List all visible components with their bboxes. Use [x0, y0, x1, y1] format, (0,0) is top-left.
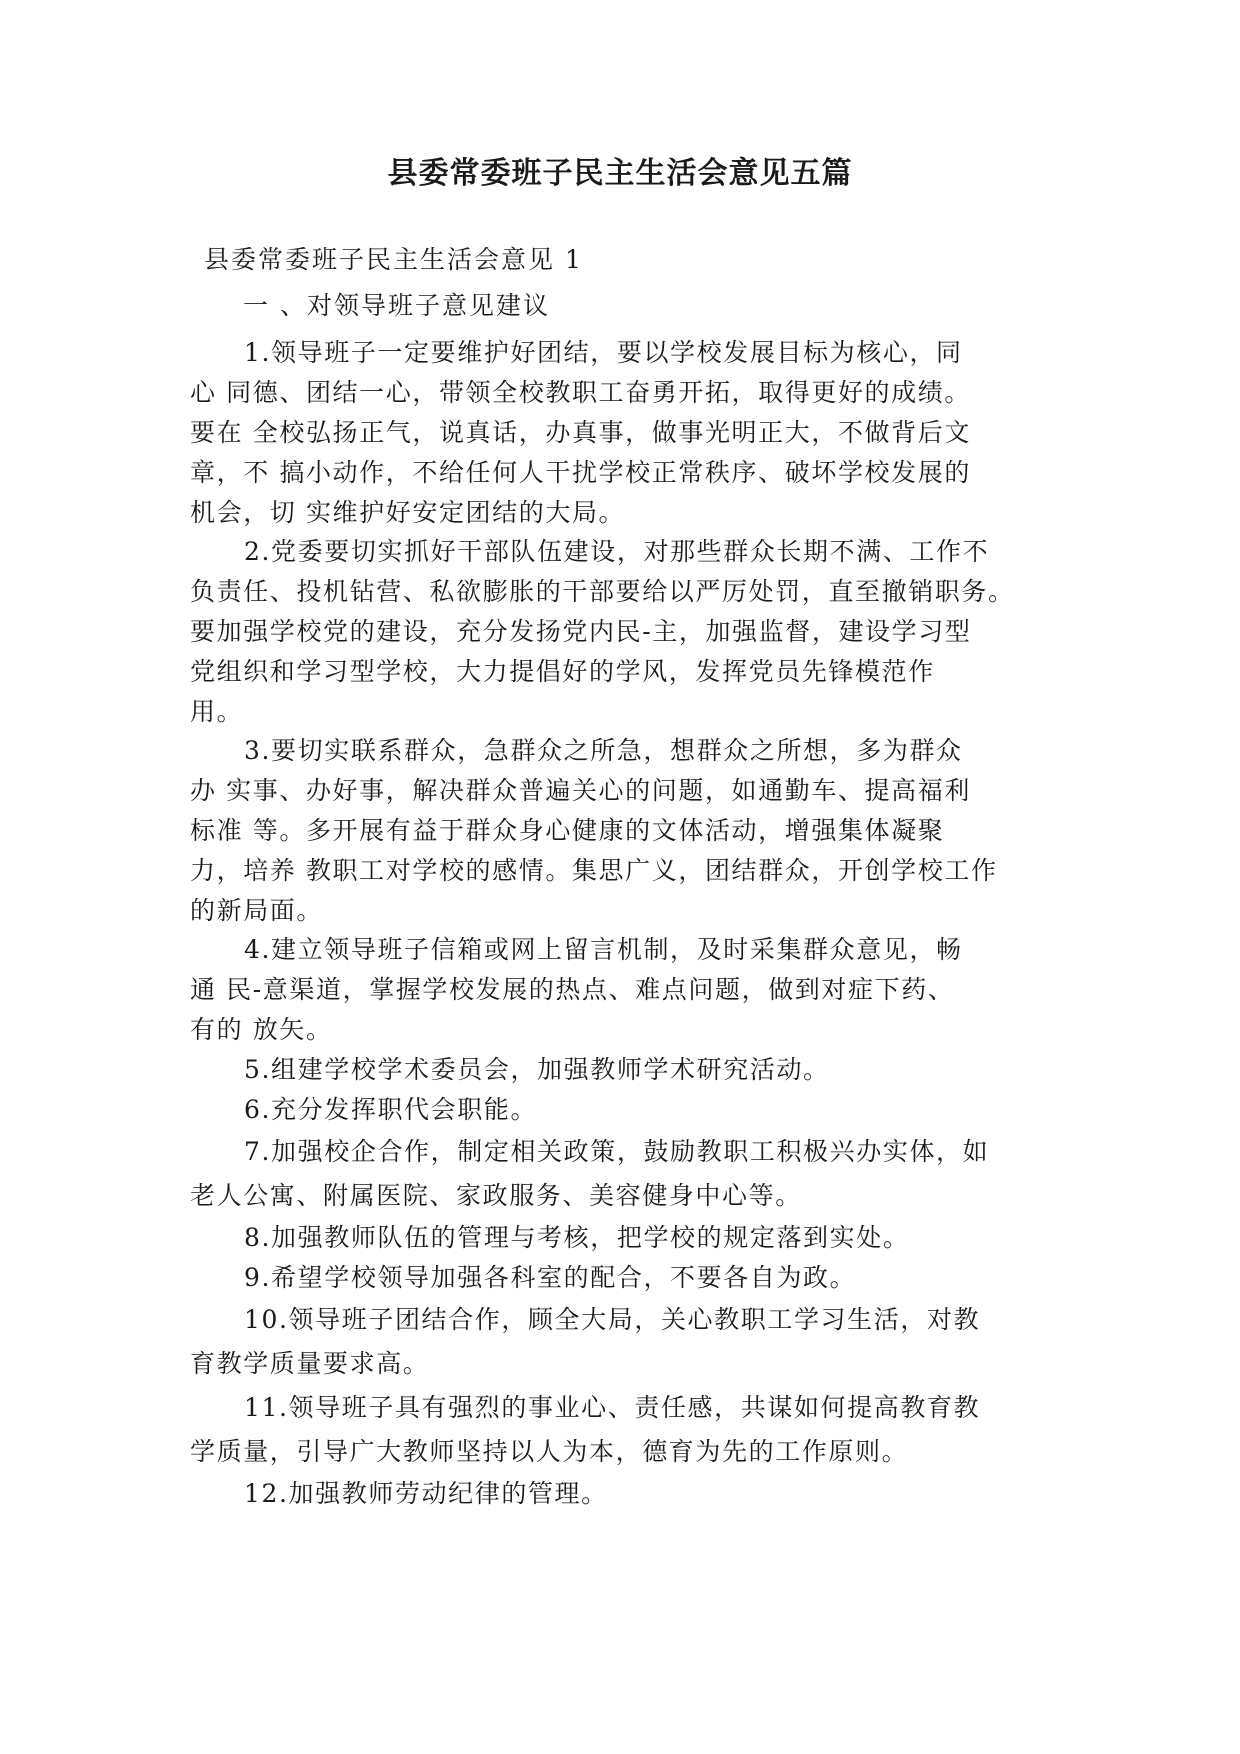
paragraph-line: 用。 [190, 697, 244, 726]
paragraph-line: 7.加强校企合作，制定相关政策，鼓励教职工积极兴办实体，如 [244, 1137, 990, 1166]
paragraph-line: 通 民-意渠道，掌握学校发展的热点、难点问题，做到对症下药、 [190, 975, 955, 1004]
paragraph-line: 8.加强教师队伍的管理与考核，把学校的规定落到实处。 [244, 1223, 910, 1252]
paragraph-line: 负责任、投机钻营、私欲膨胀的干部要给以严厉处罚，直至撤销职务。 [190, 577, 1015, 606]
paragraph-11 [190, 1386, 1060, 1474]
paragraph-5 [190, 1050, 1060, 1090]
paragraph-line: 力，培养 教职工对学校的感情。集思广义，团结群众，开创学校工作 [190, 856, 998, 885]
paragraph-line: 6.充分发挥职代会职能。 [244, 1095, 538, 1124]
paragraph-9 [190, 1258, 1060, 1298]
paragraph-line: 办 实事、办好事，解决群众普遍关心的问题，如通勤车、提高福利 [190, 776, 971, 805]
paragraph-12 [190, 1474, 1060, 1514]
paragraph-line: 要加强学校党的建设，充分发扬党内民-主，加强监督，建设学习型 [190, 617, 972, 646]
paragraph-line: 学质量，引导广大教师坚持以人为本，德育为先的工作原则。 [190, 1437, 909, 1466]
paragraph-line: 3.要切实联系群众，急群众之所急，想群众之所想，多为群众 [244, 736, 963, 765]
paragraph-line: 育教学质量要求高。 [190, 1349, 430, 1378]
paragraph-line: 章，不 搞小动作，不给任何人干扰学校正常秩序、破坏学校发展的 [190, 458, 971, 487]
document-subtitle: 县委常委班子民主生活会意见 1 [204, 245, 583, 274]
paragraph-line: 2.党委要切实抓好干部队伍建设，对那些群众长期不满、工作不 [244, 537, 990, 566]
paragraph-6 [190, 1090, 1060, 1130]
paragraph-line: 的新局面。 [190, 896, 324, 925]
paragraph-2 [190, 532, 1060, 732]
paragraph-line: 有的 放矢。 [190, 1015, 333, 1044]
paragraph-7 [190, 1130, 1060, 1218]
section-heading: 一 、对领导班子意见建议 [243, 291, 550, 320]
paragraph-line: 5.组建学校学术委员会，加强教师学术研究活动。 [244, 1055, 830, 1084]
document-title: 县委常委班子民主生活会意见五篇 [387, 156, 853, 191]
paragraph-line: 党组织和学习型学校，大力提倡好的学风，发挥党员先锋模范作 [190, 657, 935, 686]
paragraph-4 [190, 930, 1060, 1050]
paragraph-line: 11.领导班子具有强烈的事业心、责任感，共谋如何提高教育教 [244, 1393, 981, 1422]
paragraph-8 [190, 1218, 1060, 1258]
paragraph-3 [190, 731, 1060, 931]
paragraph-line: 10.领导班子团结合作，顾全大局，关心教职工学习生活，对教 [244, 1305, 981, 1334]
paragraph-line: 心 同德、团结一心，带领全校教职工奋勇开拓，取得更好的成绩。 [190, 378, 971, 407]
paragraph-line: 要在 全校弘扬正气，说真话，办真事，做事光明正大，不做背后文 [190, 418, 971, 447]
paragraph-line: 标准 等。多开展有益于群众身心健康的文体活动，增强集体凝聚 [190, 816, 945, 845]
paragraph-line: 4.建立领导班子信箱或网上留言机制，及时采集群众意见，畅 [244, 935, 963, 964]
paragraph-line: 老人公寓、附属医院、家政服务、美容健身中心等。 [190, 1181, 802, 1210]
paragraph-line: 机会，切 实维护好安定团结的大局。 [190, 498, 626, 527]
paragraph-line: 9.希望学校领导加强各科室的配合，不要各自为政。 [244, 1263, 857, 1292]
paragraph-1 [190, 333, 1060, 533]
paragraph-10 [190, 1298, 1060, 1386]
paragraph-line: 1.领导班子一定要维护好团结，要以学校发展目标为核心，同 [244, 338, 963, 367]
paragraph-line: 12.加强教师劳动纪律的管理。 [244, 1479, 608, 1508]
